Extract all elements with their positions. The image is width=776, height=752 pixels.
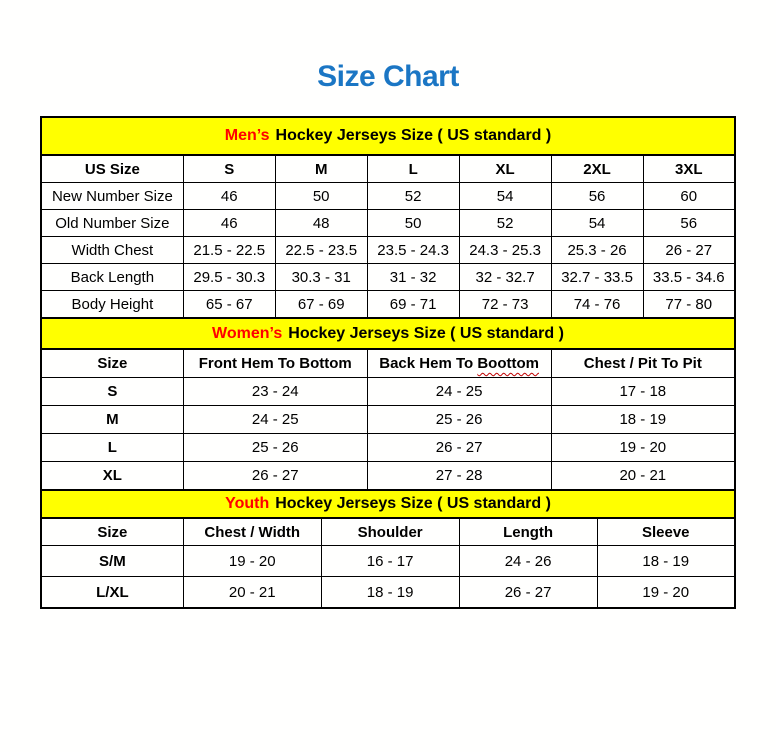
size-value-cell: 26 - 27 xyxy=(183,462,367,491)
size-value-cell: 22.5 - 23.5 xyxy=(275,237,367,264)
table-row xyxy=(41,406,735,434)
size-value-cell: 56 xyxy=(643,210,735,237)
size-value-cell: 19 - 20 xyxy=(183,546,321,577)
size-value-cell: 69 - 71 xyxy=(367,291,459,319)
size-value-cell: 74 - 76 xyxy=(551,291,643,319)
size-value-cell: 17 - 18 xyxy=(551,378,735,406)
table-row xyxy=(41,546,735,577)
row-label: Body Height xyxy=(41,291,183,319)
table-row xyxy=(41,237,735,264)
column-header: M xyxy=(275,155,367,183)
size-value-cell: 24 - 25 xyxy=(183,406,367,434)
size-value-cell: 56 xyxy=(551,183,643,210)
row-label: New Number Size xyxy=(41,183,183,210)
row-label: M xyxy=(41,406,183,434)
table-row xyxy=(41,434,735,462)
size-value-cell: 29.5 - 30.3 xyxy=(183,264,275,291)
size-value-cell: 77 - 80 xyxy=(643,291,735,319)
column-header xyxy=(367,349,551,378)
mens-section-banner xyxy=(40,116,736,156)
womens-section-banner xyxy=(40,317,736,350)
column-header: 2XL xyxy=(551,155,643,183)
size-value-cell: 30.3 - 31 xyxy=(275,264,367,291)
size-value-cell: 18 - 19 xyxy=(551,406,735,434)
size-value-cell: 26 - 27 xyxy=(459,577,597,609)
column-header: 3XL xyxy=(643,155,735,183)
size-value-cell: 54 xyxy=(459,183,551,210)
size-value-cell: 52 xyxy=(459,210,551,237)
table-row xyxy=(41,264,735,291)
size-chart-page xyxy=(0,60,776,609)
size-value-cell: 18 - 19 xyxy=(321,577,459,609)
size-value-cell: 52 xyxy=(367,183,459,210)
mens-section-highlight: Men’s xyxy=(224,127,270,144)
size-value-cell: 50 xyxy=(367,210,459,237)
size-value-cell: 23.5 - 24.3 xyxy=(367,237,459,264)
size-value-cell: 31 - 32 xyxy=(367,264,459,291)
column-header: US Size xyxy=(41,155,183,183)
row-label: Back Length xyxy=(41,264,183,291)
womens-section-title: Hockey Jerseys Size ( US standard ) xyxy=(288,324,564,342)
misspelled-word: Boottom xyxy=(477,355,539,372)
size-value-cell: 46 xyxy=(183,183,275,210)
page-title: Size Chart xyxy=(317,60,459,93)
size-value-cell: 20 - 21 xyxy=(551,462,735,491)
table-row xyxy=(41,183,735,210)
row-label: Old Number Size xyxy=(41,210,183,237)
size-value-cell: 60 xyxy=(643,183,735,210)
table-row xyxy=(41,462,735,491)
youth-section-banner xyxy=(40,489,736,519)
table-row xyxy=(41,210,735,237)
size-value-cell: 72 - 73 xyxy=(459,291,551,319)
size-value-cell: 24.3 - 25.3 xyxy=(459,237,551,264)
size-value-cell: 16 - 17 xyxy=(321,546,459,577)
size-value-cell: 21.5 - 22.5 xyxy=(183,237,275,264)
column-header: XL xyxy=(459,155,551,183)
table-row xyxy=(41,291,735,319)
womens-section-highlight: Women’s xyxy=(212,324,283,342)
size-value-cell: 25.3 - 26 xyxy=(551,237,643,264)
size-value-cell: 32 - 32.7 xyxy=(459,264,551,291)
size-chart-tables xyxy=(40,116,736,609)
size-value-cell: 50 xyxy=(275,183,367,210)
size-value-cell: 67 - 69 xyxy=(275,291,367,319)
column-header: Length xyxy=(459,518,597,546)
size-value-cell: 19 - 20 xyxy=(597,577,735,609)
size-value-cell: 23 - 24 xyxy=(183,378,367,406)
size-value-cell: 33.5 - 34.6 xyxy=(643,264,735,291)
row-label: XL xyxy=(41,462,183,491)
column-header-text: Back Hem To xyxy=(379,355,478,372)
size-value-cell: 25 - 26 xyxy=(183,434,367,462)
size-value-cell: 46 xyxy=(183,210,275,237)
column-header: Size xyxy=(41,518,183,546)
youth-section-highlight: Youth xyxy=(225,495,270,512)
table-row xyxy=(41,378,735,406)
column-header: Sleeve xyxy=(597,518,735,546)
column-header: Size xyxy=(41,349,183,378)
row-label: Width Chest xyxy=(41,237,183,264)
youth-size-table xyxy=(40,517,736,609)
column-header: S xyxy=(183,155,275,183)
youth-header-row xyxy=(41,518,735,546)
size-value-cell: 25 - 26 xyxy=(367,406,551,434)
row-label: S/M xyxy=(41,546,183,577)
mens-section-title: Hockey Jerseys Size ( US standard ) xyxy=(275,127,552,144)
size-value-cell: 20 - 21 xyxy=(183,577,321,609)
column-header: Shoulder xyxy=(321,518,459,546)
womens-size-table xyxy=(40,348,736,491)
youth-section-title: Hockey Jerseys Size ( US standard ) xyxy=(275,495,551,512)
size-value-cell: 26 - 27 xyxy=(367,434,551,462)
size-value-cell: 48 xyxy=(275,210,367,237)
size-value-cell: 18 - 19 xyxy=(597,546,735,577)
row-label: S xyxy=(41,378,183,406)
size-value-cell: 26 - 27 xyxy=(643,237,735,264)
column-header: Chest / Width xyxy=(183,518,321,546)
womens-header-row xyxy=(41,349,735,378)
size-value-cell: 24 - 26 xyxy=(459,546,597,577)
size-value-cell: 19 - 20 xyxy=(551,434,735,462)
column-header: Front Hem To Bottom xyxy=(183,349,367,378)
mens-size-table xyxy=(40,154,736,319)
size-value-cell: 54 xyxy=(551,210,643,237)
row-label: L xyxy=(41,434,183,462)
table-row xyxy=(41,577,735,609)
size-value-cell: 65 - 67 xyxy=(183,291,275,319)
row-label: L/XL xyxy=(41,577,183,609)
column-header: Chest / Pit To Pit xyxy=(551,349,735,378)
column-header: L xyxy=(367,155,459,183)
size-value-cell: 32.7 - 33.5 xyxy=(551,264,643,291)
size-value-cell: 27 - 28 xyxy=(367,462,551,491)
size-value-cell: 24 - 25 xyxy=(367,378,551,406)
mens-header-row xyxy=(41,155,735,183)
